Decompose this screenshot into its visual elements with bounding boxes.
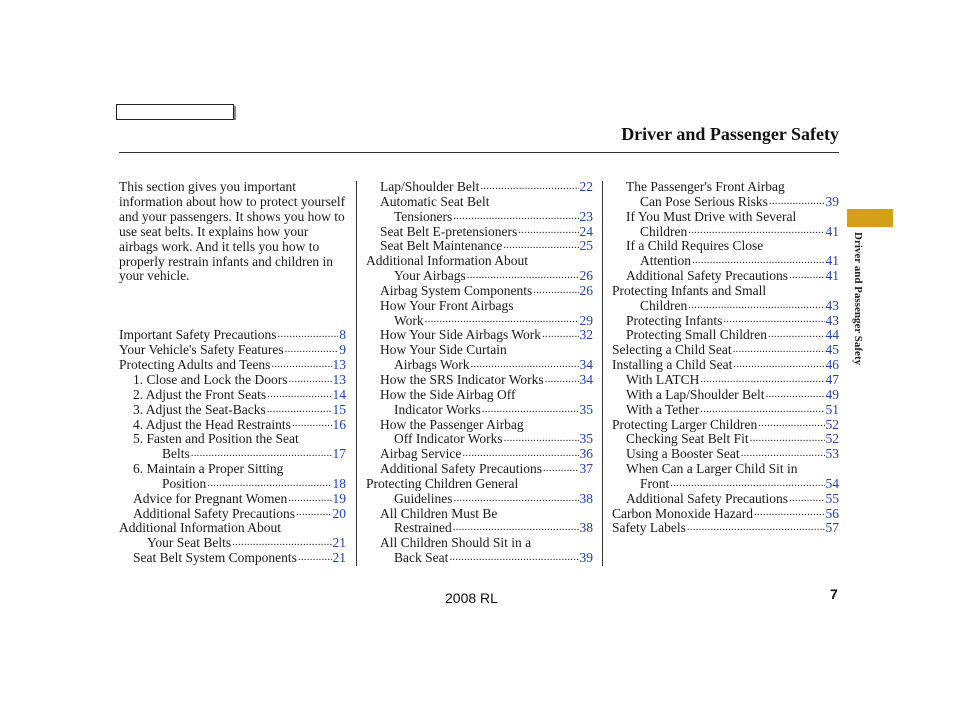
toc-entry-title: With LATCH — [626, 371, 700, 387]
toc-entry-title: Lap/Shoulder Belt — [380, 179, 480, 194]
toc-page-link[interactable]: 23 — [579, 208, 593, 224]
toc-spacer — [119, 180, 346, 195]
toc-column-1 — [119, 180, 346, 566]
toc-column-2 — [366, 180, 593, 566]
toc-spacer — [119, 284, 346, 299]
toc-leader-dots — [292, 418, 332, 433]
toc-page-link[interactable]: 16 — [332, 416, 346, 432]
toc-page-link[interactable]: 35 — [579, 401, 593, 417]
toc-leader-dots — [542, 328, 578, 343]
toc-page-link[interactable]: 26 — [579, 268, 593, 284]
toc-leader-dots — [467, 269, 579, 284]
toc-page-link[interactable]: 41 — [825, 268, 839, 284]
toc-entry — [119, 432, 346, 447]
column-divider-2 — [602, 181, 603, 566]
toc-page-link[interactable]: 43 — [825, 297, 839, 313]
section-tab-label: Driver and Passenger Safety — [852, 232, 864, 366]
toc-entry — [119, 462, 346, 477]
toc-entry — [366, 418, 593, 433]
toc-spacer — [119, 210, 346, 225]
toc-entry-title: 1. Close and Lock the Doors — [133, 371, 288, 387]
toc-leader-dots — [670, 477, 824, 492]
toc-page-link[interactable]: 21 — [332, 535, 346, 551]
toc-entry-title: How Your Front Airbags — [380, 297, 514, 313]
toc-entry-title: Automatic Seat Belt — [380, 193, 490, 209]
toc-leader-dots — [768, 328, 825, 343]
toc-entry-title: Seat Belt Maintenance — [380, 238, 503, 254]
toc-entry[interactable] — [119, 373, 346, 388]
toc-leader-dots — [545, 373, 579, 388]
toc-page-link[interactable]: 18 — [332, 475, 346, 491]
toc-entry[interactable] — [366, 521, 593, 536]
toc-page-link[interactable]: 35 — [579, 431, 593, 447]
toc-entry[interactable] — [612, 492, 839, 507]
toc-entry[interactable] — [119, 507, 346, 522]
toc-leader-dots — [504, 432, 579, 447]
toc-page-link[interactable]: 49 — [825, 386, 839, 402]
toc-leader-dots — [267, 403, 332, 418]
toc-entry-title: Indicator Works — [394, 401, 481, 417]
toc-entry — [366, 343, 593, 358]
toc-entry-title: The Passenger's Front Airbag — [626, 179, 785, 194]
toc-page-link[interactable]: 39 — [579, 550, 593, 566]
toc-page-link[interactable]: 51 — [825, 401, 839, 417]
toc-page-link[interactable]: 38 — [579, 490, 593, 506]
toc-entry[interactable] — [612, 418, 839, 433]
toc-entry-title: Checking Seat Belt Fit — [626, 431, 749, 447]
toc-page-link[interactable]: 56 — [825, 505, 839, 521]
toc-entry-title: Additional Information About — [119, 520, 281, 536]
toc-page-link[interactable]: 22 — [579, 179, 593, 194]
footer-page-number: 7 — [830, 586, 838, 602]
toc-entry[interactable] — [612, 432, 839, 447]
toc-entry — [366, 388, 593, 403]
toc-entry[interactable] — [366, 358, 593, 373]
toc-entry-title: Your Seat Belts — [147, 535, 232, 551]
toc-entry-title: Children — [640, 297, 688, 313]
toc-entry[interactable] — [119, 388, 346, 403]
toc-page-link[interactable]: 24 — [579, 223, 593, 239]
toc-entry[interactable] — [366, 462, 593, 477]
toc-leader-dots — [733, 343, 825, 358]
toc-page-link[interactable]: 32 — [579, 327, 593, 343]
toc-leader-dots — [733, 358, 824, 373]
toc-entry-title: All Children Must Be — [380, 505, 498, 521]
toc-entry-title: When Can a Larger Child Sit in — [626, 461, 798, 477]
toc-entry-title: If a Child Requires Close — [626, 238, 764, 254]
toc-spacer — [119, 225, 346, 240]
toc-entry-title: All Children Should Sit in a — [380, 535, 532, 551]
toc-leader-dots — [449, 551, 578, 566]
toc-page-link[interactable]: 55 — [825, 490, 839, 506]
toc-entry[interactable] — [366, 314, 593, 329]
toc-entry[interactable] — [366, 432, 593, 447]
toc-leader-dots — [296, 507, 332, 522]
toc-leader-dots — [754, 507, 825, 522]
toc-entry-title: Protecting Children General — [366, 475, 519, 491]
toc-leader-dots — [692, 254, 825, 269]
toc-entry-title: 5. Fasten and Position the Seat — [133, 431, 299, 447]
toc-entry-title: Seat Belt E-pretensioners — [380, 223, 518, 239]
toc-spacer — [119, 239, 346, 254]
toc-page-link[interactable]: 57 — [825, 520, 839, 536]
toc-entry[interactable] — [119, 343, 346, 358]
toc-entry-title: Advice for Pregnant Women — [133, 490, 288, 506]
toc-entry-title: Additional Safety Precautions — [626, 268, 788, 284]
title-rule — [119, 152, 839, 153]
toc-page-link[interactable]: 21 — [332, 550, 346, 566]
toc-entry[interactable] — [119, 536, 346, 551]
toc-leader-dots — [207, 477, 331, 492]
column-divider-1 — [356, 181, 357, 566]
toc-leader-dots — [766, 388, 825, 403]
toc-entry[interactable] — [612, 299, 839, 314]
toc-entry — [612, 210, 839, 225]
toc-entry-title: Protecting Infants and Small — [612, 282, 767, 298]
toc-entry — [119, 521, 346, 536]
toc-entry — [366, 254, 593, 269]
toc-page-link[interactable]: 20 — [332, 505, 346, 521]
toc-entry — [366, 507, 593, 522]
nav-box[interactable] — [116, 104, 234, 120]
toc-entry[interactable] — [119, 358, 346, 373]
toc-entry-title: Your Airbags — [394, 268, 466, 284]
toc-leader-dots — [741, 447, 825, 462]
toc-entry-title: Selecting a Child Seat — [612, 342, 732, 358]
toc-spacer — [119, 314, 346, 329]
toc-leader-dots — [482, 403, 579, 418]
footer-model: 2008 RL — [445, 590, 498, 606]
toc-entry-title: Seat Belt System Components — [133, 550, 297, 566]
toc-entry-title: Using a Booster Seat — [626, 446, 740, 462]
toc-page-link[interactable]: 46 — [825, 357, 839, 373]
toc-entry[interactable] — [119, 447, 346, 462]
toc-leader-dots — [723, 314, 824, 329]
toc-leader-dots — [271, 358, 331, 373]
toc-entry-title: Additional Safety Precautions — [626, 490, 788, 506]
toc-leader-dots — [453, 521, 579, 536]
toc-entry-title: Guidelines — [394, 490, 453, 506]
toc-leader-dots — [700, 403, 824, 418]
toc-page-link[interactable]: 13 — [332, 371, 346, 387]
toc-entry — [366, 195, 593, 210]
section-tab[interactable] — [847, 209, 893, 227]
toc-entry-title: Airbags Work — [394, 357, 470, 373]
toc-column-3 — [612, 180, 839, 536]
toc-entry[interactable] — [366, 403, 593, 418]
toc-entry — [612, 180, 839, 195]
toc-entry[interactable] — [612, 507, 839, 522]
toc-entry-title: Protecting Small Children — [626, 327, 767, 343]
page-title: Driver and Passenger Safety — [621, 124, 839, 144]
toc-entry[interactable] — [366, 180, 593, 195]
toc-leader-dots — [750, 432, 825, 447]
toc-entry[interactable] — [612, 195, 839, 210]
toc-entry[interactable] — [366, 492, 593, 507]
toc-entry[interactable] — [366, 210, 593, 225]
toc-leader-dots — [503, 239, 578, 254]
toc-entry-title: Protecting Adults and Teens — [119, 357, 271, 373]
toc-entry-title: Additional Safety Precautions — [380, 461, 542, 477]
toc-leader-dots — [288, 373, 331, 388]
toc-entry — [366, 299, 593, 314]
toc-entry-title: How the SRS Indicator Works — [380, 371, 544, 387]
toc-page-link[interactable]: 38 — [579, 520, 593, 536]
toc-page-link[interactable]: 41 — [825, 253, 839, 269]
toc-page-link[interactable]: 19 — [332, 490, 346, 506]
toc-entry-title: 4. Adjust the Head Restraints — [133, 416, 291, 432]
toc-entry[interactable] — [366, 239, 593, 254]
toc-page-link[interactable]: 29 — [579, 312, 593, 328]
toc-leader-dots — [425, 314, 579, 329]
toc-page-link[interactable]: 36 — [579, 446, 593, 462]
toc-page-link[interactable]: 43 — [825, 312, 839, 328]
toc-entry[interactable] — [612, 343, 839, 358]
toc-entry-title: Additional Information About — [366, 253, 528, 269]
toc-page-link[interactable]: 9 — [339, 342, 346, 358]
toc-entry[interactable] — [612, 314, 839, 329]
toc-page-link[interactable]: 44 — [825, 327, 839, 343]
toc-entry-title: Airbag System Components — [380, 282, 533, 298]
toc-leader-dots — [191, 447, 332, 462]
toc-entry-title: With a Lap/Shoulder Belt — [626, 386, 765, 402]
toc-leader-dots — [518, 225, 578, 240]
toc-entry-title: How Your Side Curtain — [380, 342, 507, 358]
toc-spacer — [119, 299, 346, 314]
toc-entry-title: Tensioners — [394, 208, 453, 224]
toc-entry-title: 3. Adjust the Seat-Backs — [133, 401, 266, 417]
toc-entry-title: How Your Side Airbags Work — [380, 327, 542, 343]
toc-entry-title: 2. Adjust the Front Seats — [133, 386, 267, 402]
toc-leader-dots — [700, 373, 824, 388]
toc-entry-title: Carbon Monoxide Hazard — [612, 505, 753, 521]
toc-entry-title: How the Side Airbag Off — [380, 386, 516, 402]
toc-entry[interactable] — [612, 521, 839, 536]
toc-entry-title: Belts — [162, 446, 190, 462]
toc-entry-title: Attention — [640, 253, 691, 269]
toc-entry-title: Can Pose Serious Risks — [640, 193, 768, 209]
toc-leader-dots — [277, 328, 338, 343]
toc-leader-dots — [769, 195, 825, 210]
toc-entry[interactable] — [119, 403, 346, 418]
toc-entry-title: Protecting Infants — [626, 312, 723, 328]
toc-entry-title: Important Safety Precautions — [119, 327, 277, 343]
toc-entry[interactable] — [612, 358, 839, 373]
toc-entry-title: Work — [394, 312, 424, 328]
toc-entry-title: Restrained — [394, 520, 452, 536]
toc-leader-dots — [453, 210, 578, 225]
toc-page-link[interactable]: 39 — [825, 193, 839, 209]
toc-entry[interactable] — [119, 418, 346, 433]
toc-page-link[interactable]: 53 — [825, 446, 839, 462]
toc-entry-title: Position — [162, 475, 207, 491]
toc-leader-dots — [480, 180, 578, 195]
toc-page-link[interactable]: 45 — [825, 342, 839, 358]
toc-leader-dots — [471, 358, 579, 373]
toc-entry[interactable] — [119, 551, 346, 566]
toc-page-link[interactable]: 15 — [332, 401, 346, 417]
toc-entry-title: Installing a Child Seat — [612, 357, 733, 373]
toc-spacer — [119, 254, 346, 269]
toc-entry-title: Protecting Larger Children — [612, 416, 758, 432]
toc-entry[interactable] — [612, 254, 839, 269]
toc-page-link[interactable]: 8 — [339, 327, 346, 343]
toc-leader-dots — [687, 521, 825, 536]
toc-entry-title: Airbag Service — [380, 446, 462, 462]
toc-entry — [366, 536, 593, 551]
toc-entry[interactable] — [612, 388, 839, 403]
toc-entry[interactable] — [612, 373, 839, 388]
toc-entry — [612, 284, 839, 299]
toc-entry[interactable] — [366, 269, 593, 284]
toc-entry[interactable] — [366, 284, 593, 299]
toc-leader-dots — [688, 299, 824, 314]
toc-entry-title: With a Tether — [626, 401, 700, 417]
toc-spacer — [119, 195, 346, 210]
toc-entry-title: Your Vehicle's Safety Features — [119, 342, 284, 358]
toc-entry[interactable] — [612, 403, 839, 418]
toc-entry[interactable] — [366, 225, 593, 240]
toc-entry-title: Children — [640, 223, 688, 239]
toc-entry[interactable] — [119, 492, 346, 507]
toc-entry[interactable] — [612, 225, 839, 240]
toc-page-link[interactable]: 34 — [579, 371, 593, 387]
toc-page-link[interactable]: 14 — [332, 386, 346, 402]
toc-page-link[interactable]: 37 — [579, 461, 593, 477]
toc-leader-dots — [688, 225, 824, 240]
toc-entry[interactable] — [119, 477, 346, 492]
toc-entry[interactable] — [119, 328, 346, 343]
toc-page-link[interactable]: 52 — [825, 431, 839, 447]
toc-leader-dots — [267, 388, 331, 403]
toc-leader-dots — [232, 536, 331, 551]
toc-entry-title: How the Passenger Airbag — [380, 416, 524, 432]
toc-entry[interactable] — [366, 447, 593, 462]
toc-leader-dots — [298, 551, 332, 566]
toc-entry — [366, 477, 593, 492]
toc-page-link[interactable]: 41 — [825, 223, 839, 239]
toc-page-link[interactable]: 54 — [825, 475, 839, 491]
toc-leader-dots — [758, 418, 824, 433]
toc-entry-title: Additional Safety Precautions — [133, 505, 295, 521]
intro-paragraph: This section gives you important information about how to protect yourself and your passengers. It shows you how to use seat belts. It explains how your airbags work. And it tells you how to properly restrain infants and children in your vehicle. — [119, 179, 346, 284]
toc-leader-dots — [533, 284, 578, 299]
toc-leader-dots — [789, 492, 825, 507]
toc-entry[interactable] — [612, 328, 839, 343]
toc-entry[interactable] — [612, 269, 839, 284]
toc-spacer — [119, 269, 346, 284]
toc-page-link[interactable]: 52 — [825, 416, 839, 432]
toc-entry-title: If You Must Drive with Several — [626, 208, 797, 224]
toc-leader-dots — [454, 492, 579, 507]
toc-page-link[interactable]: 13 — [332, 357, 346, 373]
toc-page-link[interactable]: 26 — [579, 282, 593, 298]
toc-entry-title: Front — [640, 475, 670, 491]
toc-page-link[interactable]: 34 — [579, 357, 593, 373]
toc-page-link[interactable]: 25 — [579, 238, 593, 254]
toc-entry — [612, 239, 839, 254]
toc-page-link[interactable]: 17 — [332, 446, 346, 462]
toc-entry-title: Safety Labels — [612, 520, 686, 536]
toc-leader-dots — [285, 343, 339, 358]
toc-entry[interactable] — [366, 328, 593, 343]
toc-entry — [612, 462, 839, 477]
toc-leader-dots — [543, 462, 579, 477]
toc-entry-title: Back Seat — [394, 550, 449, 566]
toc-entry[interactable] — [366, 373, 593, 388]
toc-entry-title: Off Indicator Works — [394, 431, 503, 447]
toc-entry[interactable] — [366, 551, 593, 566]
toc-entry-title: 6. Maintain a Proper Sitting — [133, 461, 284, 477]
toc-entry[interactable] — [612, 447, 839, 462]
toc-entry[interactable] — [612, 477, 839, 492]
toc-leader-dots — [288, 492, 331, 507]
toc-page-link[interactable]: 47 — [825, 371, 839, 387]
toc-leader-dots — [789, 269, 825, 284]
toc-leader-dots — [462, 447, 578, 462]
